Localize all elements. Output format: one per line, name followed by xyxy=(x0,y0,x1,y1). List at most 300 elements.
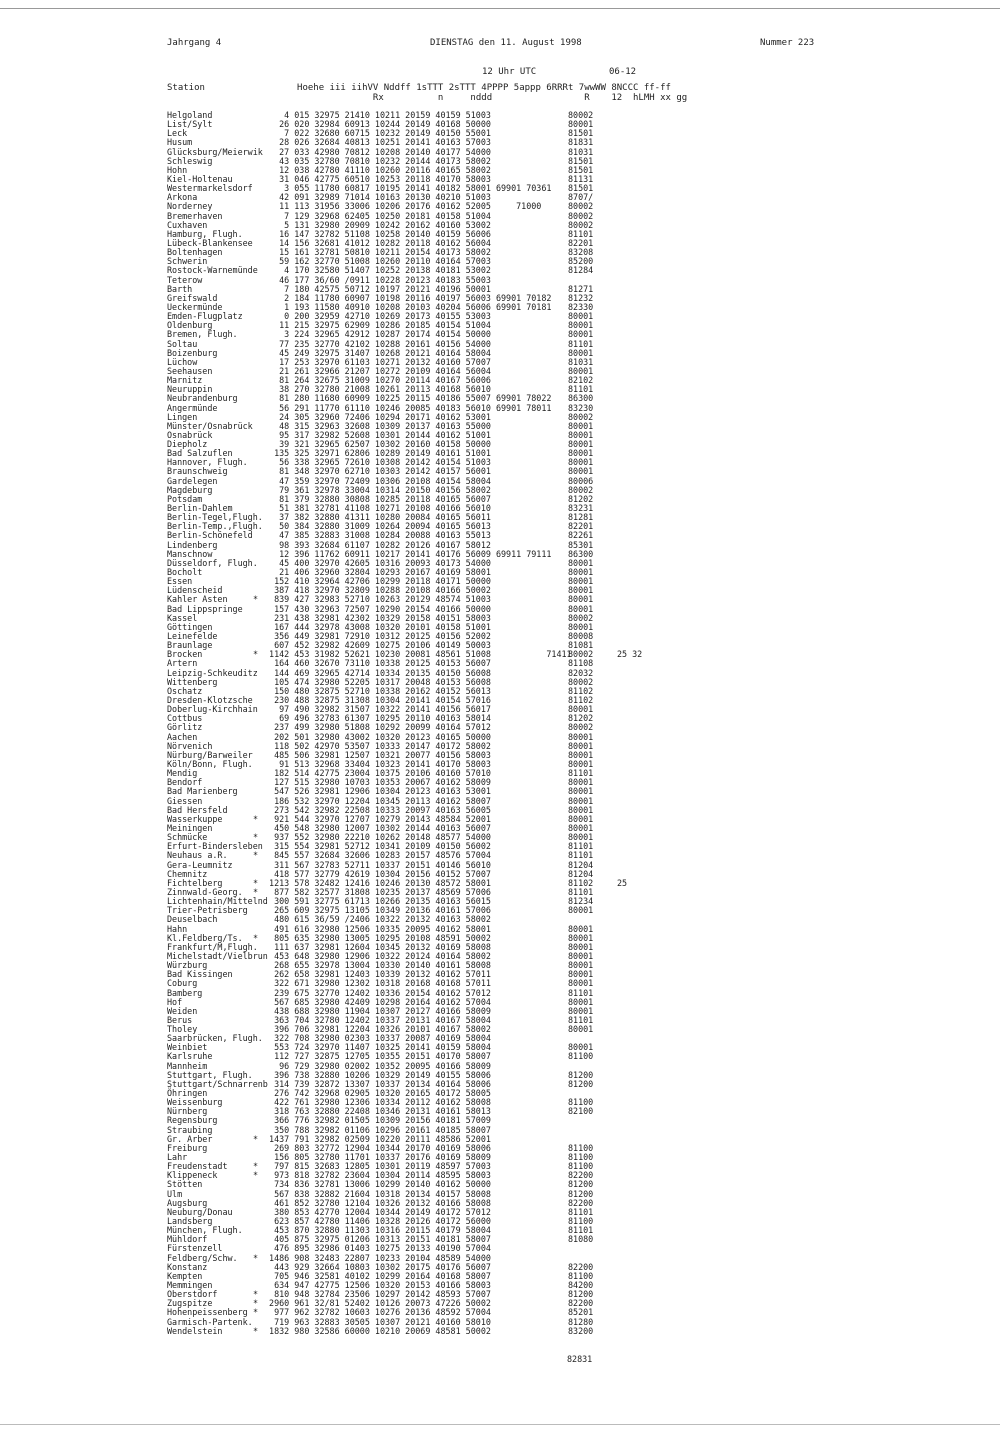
group-8-value: 85200 xyxy=(568,256,594,267)
station-name: Hahn xyxy=(167,923,188,934)
synop-values: 607 452 32982 42609 10275 20106 40149 50003 xyxy=(264,640,491,651)
mountain-mark: * xyxy=(253,1161,259,1172)
synop-values: 443 929 32664 10803 10302 20175 40176 56007 xyxy=(264,1261,491,1272)
station-name: Braunschweig xyxy=(167,466,228,477)
station-name: Göttingen xyxy=(167,621,213,632)
station-name: Deuselbach xyxy=(167,914,218,925)
station-name: Westermarkelsdorf xyxy=(167,183,253,194)
station-name: Greifswald xyxy=(167,292,218,303)
group-8-value: 80001 xyxy=(568,1042,594,1053)
group-8-value: 81100 xyxy=(568,1161,594,1172)
group-8-value: 82200 xyxy=(568,1261,594,1272)
group-8-value: 81202 xyxy=(568,713,594,724)
synop-values: 37 382 32880 41311 10280 20084 40165 56011 xyxy=(264,512,491,523)
station-name: Kassel xyxy=(167,612,198,623)
synop-values: 977 962 32782 10603 10276 20136 48592 57004 xyxy=(264,1307,491,1318)
station-name: Berus xyxy=(167,1014,193,1025)
station-name: Regensburg xyxy=(167,1115,218,1126)
station-name: Oschatz xyxy=(167,685,203,696)
station-name: Essen xyxy=(167,576,193,587)
group-8-value: 80001 xyxy=(568,960,594,971)
group-8-value: 81131 xyxy=(568,173,594,184)
group-8-value: 81108 xyxy=(568,658,594,669)
group-8-value: 80002 xyxy=(568,219,594,230)
group-8-value: 80001 xyxy=(568,320,594,331)
station-name: Fürstenzell xyxy=(167,1243,223,1254)
synop-values: 485 506 32981 12507 10321 20077 40156 58003 xyxy=(264,749,491,760)
group-8-value: 80001 xyxy=(568,704,594,715)
synop-values: 43 035 32780 70810 10232 20144 40173 58002 xyxy=(264,155,491,166)
group-8-value: 80001 xyxy=(568,950,594,961)
station-name: Artern xyxy=(167,658,198,669)
synop-values: 14 156 32681 41012 10282 20118 40162 56004 xyxy=(264,237,491,248)
synop-values: 314 739 32872 13307 10337 20134 40164 58006 xyxy=(264,1078,491,1089)
synop-values: 97 490 32982 31507 10322 20141 40156 56017 xyxy=(264,704,491,715)
group-8-value: 81232 xyxy=(568,292,594,303)
group-8-value: 80001 xyxy=(568,777,594,788)
synop-values: 418 577 32779 42619 10304 20156 40152 57007 xyxy=(264,868,491,879)
station-name: Barth xyxy=(167,283,193,294)
group-8-value: 81200 xyxy=(568,1069,594,1080)
synop-values: 28 026 32684 40813 10251 20141 40163 57003 xyxy=(264,137,491,148)
synop-values: 81 280 11680 60909 10225 20115 40186 55007 69901 78022 xyxy=(264,393,552,404)
synop-values: 405 875 32975 01206 10313 20151 40181 58007 xyxy=(264,1234,491,1245)
synop-values: 48 315 32963 32608 10309 20137 40163 55000 xyxy=(264,420,491,431)
station-name: Freiburg xyxy=(167,1142,208,1153)
synop-values: 26 020 32984 60913 10244 20149 40168 50000 xyxy=(264,119,491,130)
station-name: Gardelegen xyxy=(167,475,218,486)
station-name: Leipzig-Schkeuditz xyxy=(167,667,258,678)
synop-values: 21 406 32960 32804 10293 20167 40169 58001 xyxy=(264,567,491,578)
station-name: Nürnberg xyxy=(167,1106,208,1117)
synop-values: 42 091 32989 71014 10163 20130 40210 51003 xyxy=(264,192,491,203)
station-name: Weissenburg xyxy=(167,1097,223,1108)
synop-values: 356 449 32981 72910 10312 20125 40156 52002 xyxy=(264,631,491,642)
group-8-value: 81501 xyxy=(568,155,594,166)
synop-values: 45 249 32975 31407 10268 20121 40164 58004 xyxy=(264,347,491,358)
synop-values: 422 761 32980 12306 10334 20112 40162 58008 xyxy=(264,1097,491,1108)
group-8-value: 83230 xyxy=(568,402,594,413)
synop-values: 186 532 32970 12204 10345 20113 40162 58007 xyxy=(264,795,491,806)
synop-values: 1213 578 32482 12416 10246 20130 48572 58001 xyxy=(264,877,491,888)
station-name: Zugspitze xyxy=(167,1298,213,1309)
station-name: Bad Kissingen xyxy=(167,969,233,980)
synop-values: 937 552 32980 22210 10262 20148 48577 54000 xyxy=(264,832,491,843)
station-name: Zinnwald-Georg. xyxy=(167,886,243,897)
synop-values: 877 582 32577 31808 10235 20137 48569 57006 xyxy=(264,886,491,897)
group-8-value: 82200 xyxy=(568,1197,594,1208)
station-name: Bad Hersfeld xyxy=(167,804,228,815)
synop-values: 268 655 32978 13004 10330 20140 40161 58008 xyxy=(264,960,491,971)
group-8-value: 80001 xyxy=(568,923,594,934)
station-name: Köln/Bonn, Flugh. xyxy=(167,758,253,769)
station-name: Lahr xyxy=(167,1152,188,1163)
group-8-value: 81101 xyxy=(568,228,594,239)
station-name: Münster/Osnabrück xyxy=(167,420,253,431)
group-8-value: 80002 xyxy=(568,201,594,212)
group-8-value: 81501 xyxy=(568,164,594,175)
synop-values: 315 554 32981 52712 10341 20109 40150 56002 xyxy=(264,841,491,852)
station-name: Düsseldorf, Flugh. xyxy=(167,557,258,568)
group-8-value: 81202 xyxy=(568,493,594,504)
station-name: Berlin-Schönefeld xyxy=(167,530,253,541)
synop-values: 112 727 32875 12705 10355 20151 40170 58007 xyxy=(264,1051,491,1062)
group-8-value: 80002 xyxy=(568,484,594,495)
station-name: Bocholt xyxy=(167,567,203,578)
issue-number: Nummer 223 xyxy=(760,38,815,48)
station-name: Leck xyxy=(167,128,188,139)
synop-values: 1437 791 32982 02509 10220 20111 48586 52001 xyxy=(264,1133,491,1144)
station-name: Neuhaus a.R. xyxy=(167,850,228,861)
synop-values: 95 317 32982 52608 10301 20144 40162 51001 xyxy=(264,429,491,440)
synop-values: 16 147 32782 51108 10258 20140 40159 56006 xyxy=(264,228,491,239)
synop-values: 318 763 32880 22408 10346 20131 40161 58013 xyxy=(264,1106,491,1117)
station-name: Weiden xyxy=(167,1005,198,1016)
group-8-value: 81284 xyxy=(568,265,594,276)
station-name: Lübeck-Blankensee xyxy=(167,237,253,248)
group-8-value: 81100 xyxy=(568,1216,594,1227)
station-name: Konstanz xyxy=(167,1261,208,1272)
station-name: Seehausen xyxy=(167,365,213,376)
synop-values: 1 193 11580 40910 10208 20103 40204 56006 69901 70181 xyxy=(264,301,552,312)
synop-values: 366 776 32982 01505 10309 20156 40181 57009 xyxy=(264,1115,491,1126)
station-name: Glücksburg/Meierwik xyxy=(167,146,263,157)
extra-groups: 25 xyxy=(617,877,628,888)
station-name: Bad Lippspringe xyxy=(167,603,243,614)
synop-values: 1142 453 31982 52621 10230 20081 48561 51008 71411 xyxy=(264,649,572,660)
station-name: Oldenburg xyxy=(167,320,213,331)
synop-values: 39 321 32965 62507 10302 20160 40158 50000 xyxy=(264,439,491,450)
group-8-value: 80002 xyxy=(568,722,594,733)
group-8-value: 80001 xyxy=(568,119,594,130)
station-name: Bendorf xyxy=(167,777,203,788)
group-8-value: 80001 xyxy=(568,932,594,943)
group-8-value: 80002 xyxy=(568,210,594,221)
synop-values: 91 513 32968 33404 10323 20141 40170 58003 xyxy=(264,758,491,769)
synop-values: 105 474 32980 52205 10317 20048 40153 56008 xyxy=(264,676,491,687)
group-8-value: 82102 xyxy=(568,375,594,386)
station-name: Augsburg xyxy=(167,1197,208,1208)
station-name: Diepholz xyxy=(167,439,208,450)
station-name: Oberstdorf xyxy=(167,1289,218,1300)
synop-values: 237 499 32980 51808 10292 20099 40164 57012 xyxy=(264,722,491,733)
synop-values: 47 385 32883 31008 10284 20088 40163 55013 xyxy=(264,530,491,541)
synop-values: 4 170 32580 51407 10252 20138 40181 53002 xyxy=(264,265,491,276)
station-name: Emden-Flugplatz xyxy=(167,311,243,322)
station-name: Ueckermünde xyxy=(167,301,223,312)
synop-values: 7 022 32680 60715 10232 20149 40150 55001 xyxy=(264,128,491,139)
mountain-mark: * xyxy=(253,594,259,605)
station-name: Angermünde xyxy=(167,402,218,413)
synop-values: 734 836 32781 13006 10299 20140 40162 50000 xyxy=(264,1179,491,1190)
group-8-value: 81271 xyxy=(568,283,594,294)
station-name: Michelstadt/Vielbrun xyxy=(167,950,268,961)
group-8-value: 81280 xyxy=(568,1316,594,1327)
station-name: Schmücke xyxy=(167,832,208,843)
mountain-mark: * xyxy=(253,1307,259,1318)
group-8-value: 80001 xyxy=(568,457,594,468)
station-name: Braunlage xyxy=(167,640,213,651)
group-8-value: 80001 xyxy=(568,758,594,769)
station-name: Öhringen xyxy=(167,1088,208,1099)
station-name: Feldberg/Schw. xyxy=(167,1252,238,1263)
station-name: Wasserkuppe xyxy=(167,813,223,824)
station-name: Bad Marienberg xyxy=(167,786,238,797)
group-8-value: 80001 xyxy=(568,603,594,614)
group-8-value: 80008 xyxy=(568,631,594,642)
synop-values: 150 480 32875 52710 10338 20162 40152 56013 xyxy=(264,685,491,696)
synop-values: 380 853 42770 12004 10344 20149 40172 57012 xyxy=(264,1206,491,1217)
group-8-value: 81831 xyxy=(568,137,594,148)
group-8-value: 81101 xyxy=(568,850,594,861)
group-8-value: 80002 xyxy=(568,612,594,623)
synop-values: 322 671 32980 12302 10318 20168 40168 57011 xyxy=(264,978,491,989)
station-name: Gera-Leumnitz xyxy=(167,859,233,870)
mountain-mark: * xyxy=(253,877,259,888)
synop-values: 164 460 32670 73110 10338 20125 40153 56007 xyxy=(264,658,491,669)
synop-values: 15 161 32781 50810 10211 20154 40173 58002 xyxy=(264,247,491,258)
station-name: Boizenburg xyxy=(167,347,218,358)
station-name: Mendig xyxy=(167,768,198,779)
synop-values: 1832 980 32586 60000 10210 20069 48581 50002 xyxy=(264,1325,491,1336)
mountain-mark: * xyxy=(253,1298,259,1309)
synop-values: 81 348 32970 62710 10303 20142 40157 56001 xyxy=(264,466,491,477)
group-8-value: 80001 xyxy=(568,813,594,824)
synop-values: 476 895 32986 01403 10275 20133 40190 57004 xyxy=(264,1243,491,1254)
group-8-value: 84200 xyxy=(568,1280,594,1290)
synop-values: 453 870 32880 11303 10316 20115 40179 58004 xyxy=(264,1225,491,1236)
mountain-mark: * xyxy=(253,1170,259,1181)
station-name: Cottbus xyxy=(167,713,203,724)
group-8-value: 81101 xyxy=(568,1206,594,1217)
group-8-value: 81501 xyxy=(568,128,594,139)
station-name: Hof xyxy=(167,996,183,1007)
station-name: Marnitz xyxy=(167,375,203,386)
synop-values: 56 338 32965 72610 10308 20142 40154 51003 xyxy=(264,457,491,468)
station-name: Cuxhaven xyxy=(167,219,208,230)
group-8-value: 82201 xyxy=(568,521,594,532)
station-name: Wendelstein xyxy=(167,1325,223,1336)
synop-values: 845 557 32684 32606 10283 20157 48576 57004 xyxy=(264,850,491,861)
group-8-value: 81101 xyxy=(568,987,594,998)
synop-values: 17 253 32970 61103 10271 20132 40160 57007 xyxy=(264,356,491,367)
station-name: Dresden-Klotzsche xyxy=(167,695,253,705)
group-8-value: 81101 xyxy=(568,384,594,395)
group-8-value: 80001 xyxy=(568,576,594,587)
station-name: Wittenberg xyxy=(167,676,218,687)
station-name: Manschnow xyxy=(167,548,213,559)
station-name: Berlin-Temp.,Flugh. xyxy=(167,521,263,532)
station-name: Bremen, Flugh. xyxy=(167,329,238,340)
synop-values: 111 637 32981 12604 10345 20132 40169 58008 xyxy=(264,941,491,952)
group-8-value: 81101 xyxy=(568,768,594,779)
station-name: Mannheim xyxy=(167,1060,208,1071)
group-8-value: 80001 xyxy=(568,347,594,358)
station-name: Kiel-Holtenau xyxy=(167,173,233,184)
synop-values: 182 514 42775 23004 10375 20106 40160 57010 xyxy=(264,768,491,779)
group-8-value: 80006 xyxy=(568,475,594,486)
group-8-value: 80001 xyxy=(568,439,594,450)
group-8-value: 80001 xyxy=(568,329,594,340)
mountain-mark: * xyxy=(253,1325,259,1336)
station-name: Lichtenhain/Mittelnd xyxy=(167,896,268,907)
synop-values: 4 015 32975 21410 10211 20159 40159 51003 xyxy=(264,110,491,120)
group-8-value: 80001 xyxy=(568,731,594,742)
extra-groups: 25 32 xyxy=(617,649,643,660)
group-8-value: 80001 xyxy=(568,557,594,568)
station-name: Doberlug-Kirchhain xyxy=(167,704,258,715)
group-8-value: 80001 xyxy=(568,448,594,459)
synop-values: 11 113 31956 33006 10206 20176 40162 52005 71000 xyxy=(264,201,542,212)
mountain-mark: * xyxy=(253,1133,259,1144)
column-header-2: Rx n nddd R 12 hLMH xx gg xyxy=(167,93,688,103)
group-8-value: 80001 xyxy=(568,905,594,916)
station-name: Görlitz xyxy=(167,722,203,733)
synop-values: 438 688 32980 11904 10307 20127 40166 58009 xyxy=(264,1005,491,1016)
group-8-value: 85301 xyxy=(568,539,594,550)
station-name: Lindenberg xyxy=(167,539,218,550)
synop-values: 0 200 32959 42710 10269 20173 40155 53003 xyxy=(264,311,491,322)
station-name: Memmingen xyxy=(167,1280,213,1290)
synop-values: 51 381 32781 41108 10271 20108 40166 56010 xyxy=(264,503,491,514)
group-8-value: 82200 xyxy=(568,1298,594,1309)
group-8-value: 80001 xyxy=(568,429,594,440)
station-name: Hohenpeissenberg xyxy=(167,1307,248,1318)
group-8-value: 80001 xyxy=(568,996,594,1007)
station-name: Neubrandenburg xyxy=(167,393,238,404)
mountain-mark: * xyxy=(253,850,259,861)
group-8-value: 80001 xyxy=(568,740,594,751)
group-8-value: 80001 xyxy=(568,466,594,477)
synop-values: 719 963 32883 30505 10307 20121 40160 58010 xyxy=(264,1316,491,1327)
synop-values: 387 418 32970 32809 10288 20108 40166 50002 xyxy=(264,585,491,596)
synop-values: 5 131 32980 20909 10242 20162 40160 53002 xyxy=(264,219,491,230)
station-name: Stuttgart, Flugh. xyxy=(167,1069,253,1080)
volume-label: Jahrgang 4 xyxy=(167,38,222,48)
synop-values: 31 046 42775 60510 10253 20118 40170 58003 xyxy=(264,173,491,184)
group-8-value: 80001 xyxy=(568,969,594,980)
station-name: Stötten xyxy=(167,1179,203,1190)
synop-values: 50 384 32880 31009 10264 20094 40165 56013 xyxy=(264,521,491,532)
group-8-value: 82200 xyxy=(568,1170,594,1181)
mountain-mark: * xyxy=(253,886,259,897)
station-name: Saarbrücken, Flugh. xyxy=(167,1033,263,1044)
station-name: Rostock-Warnemünde xyxy=(167,265,258,276)
group-8-value: 80002 xyxy=(568,411,594,422)
synop-values: 567 685 32980 42409 10298 20164 40162 57004 xyxy=(264,996,491,1007)
station-name: Hannover, Flugh. xyxy=(167,457,248,468)
group-8-value: 81204 xyxy=(568,868,594,879)
synop-values: 156 805 32780 11701 10337 20176 40169 58009 xyxy=(264,1152,491,1163)
group-8-value: 80002 xyxy=(568,676,594,687)
station-name: Würzburg xyxy=(167,960,208,971)
group-8-value: 81200 xyxy=(568,1188,594,1199)
synop-values: 98 393 32684 61107 10282 20126 40167 58012 xyxy=(264,539,491,550)
group-8-value: 81101 xyxy=(568,841,594,852)
station-name: Hamburg, Flugh. xyxy=(167,228,243,239)
station-name: Teterow xyxy=(167,274,203,285)
synop-values: 2 184 11780 60907 10198 20116 40197 56003 69901 70182 xyxy=(264,292,552,303)
group-8-value: 81234 xyxy=(568,896,594,907)
synop-values: 265 609 32975 13105 10349 20136 40161 57006 xyxy=(264,905,491,916)
synop-values: 27 033 42980 70812 10208 20140 40177 54000 xyxy=(264,146,491,157)
station-name: Leinefelde xyxy=(167,631,218,642)
synop-values: 157 430 32963 72507 10290 20154 40166 50000 xyxy=(264,603,491,614)
station-name: Norderney xyxy=(167,201,213,212)
station-name: Nörvenich xyxy=(167,740,213,751)
synop-values: 96 729 32980 02002 10352 20095 40166 58009 xyxy=(264,1060,491,1071)
station-name: Landsberg xyxy=(167,1216,213,1227)
station-name: Kempten xyxy=(167,1270,203,1281)
group-8-value: 83208 xyxy=(568,247,594,258)
synop-values: 262 658 32981 12403 10339 20132 40162 57011 xyxy=(264,969,491,980)
group-8-value: 86300 xyxy=(568,548,594,559)
synop-values: 79 361 32978 33004 10314 20150 40156 58002 xyxy=(264,484,491,495)
station-name: Mühldorf xyxy=(167,1234,208,1245)
station-name: Brocken xyxy=(167,649,203,660)
station-name: Aachen xyxy=(167,731,198,742)
mountain-mark: * xyxy=(253,1289,259,1300)
synop-values: 152 410 32964 42706 10299 20118 40171 50000 xyxy=(264,576,491,587)
station-name: Frankfurt/M,Flugh. xyxy=(167,941,258,952)
station-name: Lüchow xyxy=(167,356,198,367)
synop-values: 11 215 32975 62909 10286 20185 40154 51004 xyxy=(264,320,491,331)
synop-values: 553 724 32970 11407 10325 20141 40159 58004 xyxy=(264,1042,491,1053)
group-8-value: 80001 xyxy=(568,420,594,431)
synop-values: 135 325 32971 62806 10289 20149 40161 51001 xyxy=(264,448,491,459)
station-name: Tholey xyxy=(167,1024,198,1035)
synop-values: 127 515 32980 10703 10353 20067 40162 58009 xyxy=(264,777,491,788)
mountain-mark: * xyxy=(253,649,259,660)
synop-values: 396 706 32981 12204 10326 20101 40167 58002 xyxy=(264,1024,491,1035)
bottom-rule xyxy=(0,1424,1000,1425)
synop-values: 7 129 32968 62405 10250 20181 40158 51004 xyxy=(264,210,491,221)
station-name: Osnabrück xyxy=(167,429,213,440)
synop-values: 81 264 32675 31009 10270 20114 40167 56006 xyxy=(264,375,491,386)
synop-values: 38 270 32780 21008 10261 20113 40168 56010 xyxy=(264,384,491,395)
synop-values: 3 055 11780 60817 10195 20141 40182 58001 69901 70361 xyxy=(264,183,552,194)
synop-values: 973 818 32782 23604 10304 20114 48595 58003 xyxy=(264,1170,491,1181)
station-name: München, Flugh. xyxy=(167,1225,243,1236)
synop-values: 450 548 32980 12007 10302 20144 40163 56007 xyxy=(264,822,491,833)
station-name: Bremerhaven xyxy=(167,210,223,221)
group-8-value: 80002 xyxy=(568,110,594,120)
synop-values: 45 400 32970 42605 10316 20093 40173 54000 xyxy=(264,557,491,568)
group-8-value: 81100 xyxy=(568,1152,594,1163)
group-8-value: 86300 xyxy=(568,393,594,404)
station-name: Schleswig xyxy=(167,155,213,166)
synop-values: 273 542 32982 22508 10333 20097 40163 56005 xyxy=(264,804,491,815)
group-8-value: 81031 xyxy=(568,356,594,367)
mountain-mark: * xyxy=(253,813,259,824)
group-8-value: 80001 xyxy=(568,365,594,376)
group-8-value: 81102 xyxy=(568,685,594,696)
synop-values: 202 501 32980 43002 10320 20123 40165 50000 xyxy=(264,731,491,742)
station-name: Husum xyxy=(167,137,193,148)
synop-values: 805 635 32980 13005 10295 20108 48591 50002 xyxy=(264,932,491,943)
group-8-value: 81102 xyxy=(568,695,594,705)
group-8-value: 8707/ xyxy=(568,192,594,203)
group-8-value: 80001 xyxy=(568,1005,594,1016)
station-name: Trier-Petrisberg xyxy=(167,905,248,916)
group-8-value: 80001 xyxy=(568,1024,594,1035)
date-label: DIENSTAG den 11. August 1998 xyxy=(430,38,582,48)
group-8-value: 80001 xyxy=(568,585,594,596)
station-name: Meiningen xyxy=(167,822,213,833)
observation-time: 12 Uhr UTC xyxy=(482,67,537,77)
station-name: Neuburg/Donau xyxy=(167,1206,233,1217)
synop-values: 311 567 32783 52711 10337 20151 40146 56010 xyxy=(264,859,491,870)
